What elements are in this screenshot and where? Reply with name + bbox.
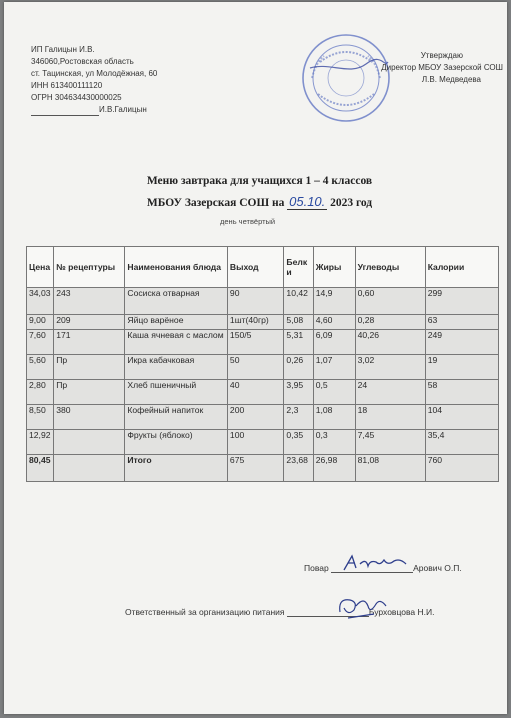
col-header: Цена	[27, 247, 54, 288]
col-header: Углеводы	[355, 247, 425, 288]
cell-price: 9,00	[27, 315, 54, 330]
cell-yield: 90	[227, 288, 284, 315]
cell-protein: 2,3	[284, 405, 313, 430]
total-recipe	[54, 455, 125, 482]
cell-yield: 150/5	[227, 330, 284, 355]
cell-protein: 10,42	[284, 288, 313, 315]
total-carbs: 81,08	[355, 455, 425, 482]
cell-carbs: 7,45	[355, 430, 425, 455]
table-row	[27, 330, 499, 355]
cell-calories: 35,4	[425, 430, 498, 455]
total-protein: 23,68	[284, 455, 313, 482]
document-page	[4, 2, 507, 714]
total-label: Итого	[125, 455, 228, 482]
cell-protein: 3,95	[284, 380, 313, 405]
total-yield: 675	[227, 455, 284, 482]
supplier-line: ОГРН 304634430000025	[31, 93, 122, 102]
cell-price: 12,92	[27, 430, 54, 455]
supplier-line: ИП Галицын И.В.	[31, 45, 95, 54]
approval-block	[301, 50, 503, 86]
cell-fat: 1,07	[313, 355, 355, 380]
col-header: Наименования блюда	[125, 247, 228, 288]
responsible-name: Бурховцова Н.И.	[368, 607, 435, 617]
cook-label: Повар	[304, 563, 329, 573]
cell-dish: Икра кабачковая	[125, 355, 228, 380]
cell-recipe: 209	[54, 315, 125, 330]
cell-protein: 5,08	[284, 315, 313, 330]
cell-dish: Кофейный напиток	[125, 405, 228, 430]
cell-carbs: 0,28	[355, 315, 425, 330]
cell-recipe: 243	[54, 288, 125, 315]
cell-protein: 5,31	[284, 330, 313, 355]
cell-calories: 58	[425, 380, 498, 405]
cell-dish: Каша ячневая с маслом	[125, 330, 228, 355]
cell-protein: 0,26	[284, 355, 313, 380]
cell-carbs: 40,26	[355, 330, 425, 355]
cell-price: 2,80	[27, 380, 54, 405]
table-row	[27, 405, 499, 430]
col-header: Жиры	[313, 247, 355, 288]
table-row	[27, 315, 499, 330]
cell-calories: 63	[425, 315, 498, 330]
responsible-signature	[334, 592, 390, 620]
cell-yield: 1шт(40гр)	[227, 315, 284, 330]
supplier-line: ИНН 613400111120	[31, 81, 103, 90]
cell-price: 7,60	[27, 330, 54, 355]
menu-title: Меню завтрака для учащихся 1 – 4 классов	[146, 175, 373, 187]
cell-calories: 249	[425, 330, 498, 355]
cell-dish: Сосиска отварная	[125, 288, 228, 315]
cell-calories: 299	[425, 288, 498, 315]
cook-name: Арович О.П.	[413, 563, 462, 573]
cell-fat: 1,08	[313, 405, 355, 430]
col-header: № рецептуры	[54, 247, 125, 288]
cell-yield: 200	[227, 405, 284, 430]
cook-signature	[340, 552, 410, 574]
cell-fat: 0,3	[313, 430, 355, 455]
table-header-row	[27, 247, 499, 288]
cell-dish: Хлеб пшеничный	[125, 380, 228, 405]
cell-price: 34,03	[27, 288, 54, 315]
approval-label: Утверждаю	[420, 51, 463, 60]
table-row	[27, 380, 499, 405]
cell-yield: 50	[227, 355, 284, 380]
cell-carbs: 18	[355, 405, 425, 430]
supplier-signature-line: И.В.Галицын	[31, 104, 157, 116]
total-fat: 26,98	[313, 455, 355, 482]
cell-fat: 6,09	[313, 330, 355, 355]
cell-recipe	[54, 430, 125, 455]
menu-table	[26, 246, 499, 482]
total-price: 80,45	[27, 455, 54, 482]
cell-fat: 4,60	[313, 315, 355, 330]
cell-dish: Фрукты (яблоко)	[125, 430, 228, 455]
table-row	[27, 288, 499, 315]
cell-calories: 104	[425, 405, 498, 430]
cell-carbs: 0,60	[355, 288, 425, 315]
cell-price: 5,60	[27, 355, 54, 380]
cell-carbs: 3,02	[355, 355, 425, 380]
supplier-line: 346060,Ростовская область	[31, 57, 134, 66]
approval-position: Директор МБОУ Зазерской СОШ	[381, 63, 503, 72]
cell-yield: 100	[227, 430, 284, 455]
day-label: день четвёртый	[220, 217, 276, 226]
cell-fat: 0,5	[313, 380, 355, 405]
cell-calories: 19	[425, 355, 498, 380]
approval-name: Л.В. Медведева	[421, 75, 481, 84]
total-calories: 760	[425, 455, 498, 482]
cell-yield: 40	[227, 380, 284, 405]
col-header: Белки	[284, 247, 313, 288]
table-row	[27, 355, 499, 380]
date-value: 05.10.	[289, 194, 326, 209]
cell-recipe: 380	[54, 405, 125, 430]
supplier-line: ст. Тацинская, ул Молодёжная, 60	[31, 69, 158, 78]
cell-recipe: Пр	[54, 380, 125, 405]
menu-subtitle: МБОУ Зазерская СОШ на 05.10. 2023 год	[146, 194, 373, 209]
cell-dish: Яйцо варёное	[125, 315, 228, 330]
supplier-block	[31, 44, 157, 116]
cell-recipe: Пр	[54, 355, 125, 380]
table-row	[27, 430, 499, 455]
col-header: Калории	[425, 247, 498, 288]
cell-fat: 14,9	[313, 288, 355, 315]
cell-recipe: 171	[54, 330, 125, 355]
cell-protein: 0,35	[284, 430, 313, 455]
total-row	[27, 455, 499, 482]
responsible-label: Ответственный за организацию питания	[125, 607, 285, 617]
cell-carbs: 24	[355, 380, 425, 405]
col-header: Выход	[227, 247, 284, 288]
cell-price: 8,50	[27, 405, 54, 430]
